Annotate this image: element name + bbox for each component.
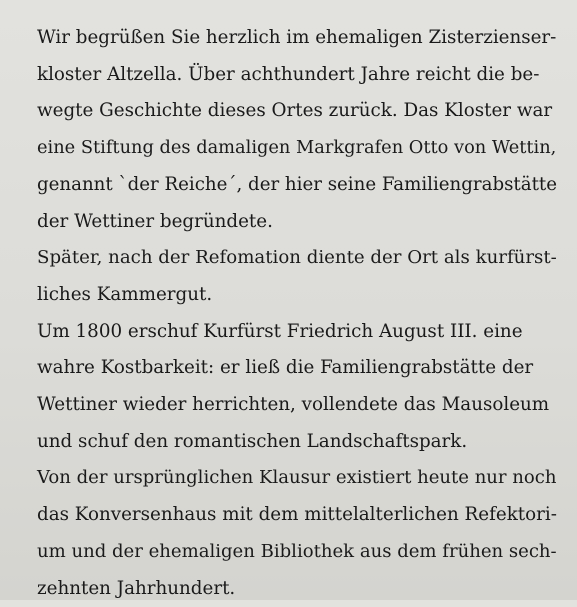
text-line: das Konversenhaus mit dem mittelalterlichen Refektori- bbox=[37, 504, 557, 526]
paragraph-reformation bbox=[37, 240, 577, 313]
text-line: Später, nach der Refomation diente der Ort als kurfürst- bbox=[37, 247, 557, 269]
text-line: zehnten Jahrhundert. bbox=[37, 577, 236, 599]
text-line: genannt `der Reiche´, der hier seine Familiengrabstätte bbox=[37, 173, 557, 195]
text-line: liches Kammergut. bbox=[37, 283, 213, 305]
text-line: der Wettiner begründete. bbox=[37, 210, 273, 232]
text-line: eine Stiftung des damaligen Markgrafen Otto von Wettin, bbox=[37, 137, 557, 159]
paragraph-1800 bbox=[37, 314, 577, 461]
text-line: wegte Geschichte dieses Ortes zurück. Das Kloster war bbox=[37, 100, 553, 122]
text-line: wahre Kostbarkeit: er ließ die Familiengrabstätte der bbox=[37, 357, 534, 379]
text-line: Von der ursprünglichen Klausur existiert heute nur noch bbox=[37, 467, 557, 489]
text-line: um und der ehemaligen Bibliothek aus dem frühen sech- bbox=[37, 540, 557, 562]
paragraph-klausur bbox=[37, 460, 577, 607]
text-line: und schuf den romantischen Landschaftspark. bbox=[37, 430, 468, 452]
paragraph-welcome bbox=[37, 20, 577, 240]
text-line: Um 1800 erschuf Kurfürst Friedrich August III. eine bbox=[37, 320, 523, 342]
text-line: kloster Altzella. Über achthundert Jahre reicht die be- bbox=[37, 63, 540, 85]
text-line: Wir begrüßen Sie herzlich im ehemaligen Zisterzienser- bbox=[37, 27, 557, 48]
text-line: Wettiner wieder herrichten, vollendete das Mausoleum bbox=[37, 394, 550, 416]
